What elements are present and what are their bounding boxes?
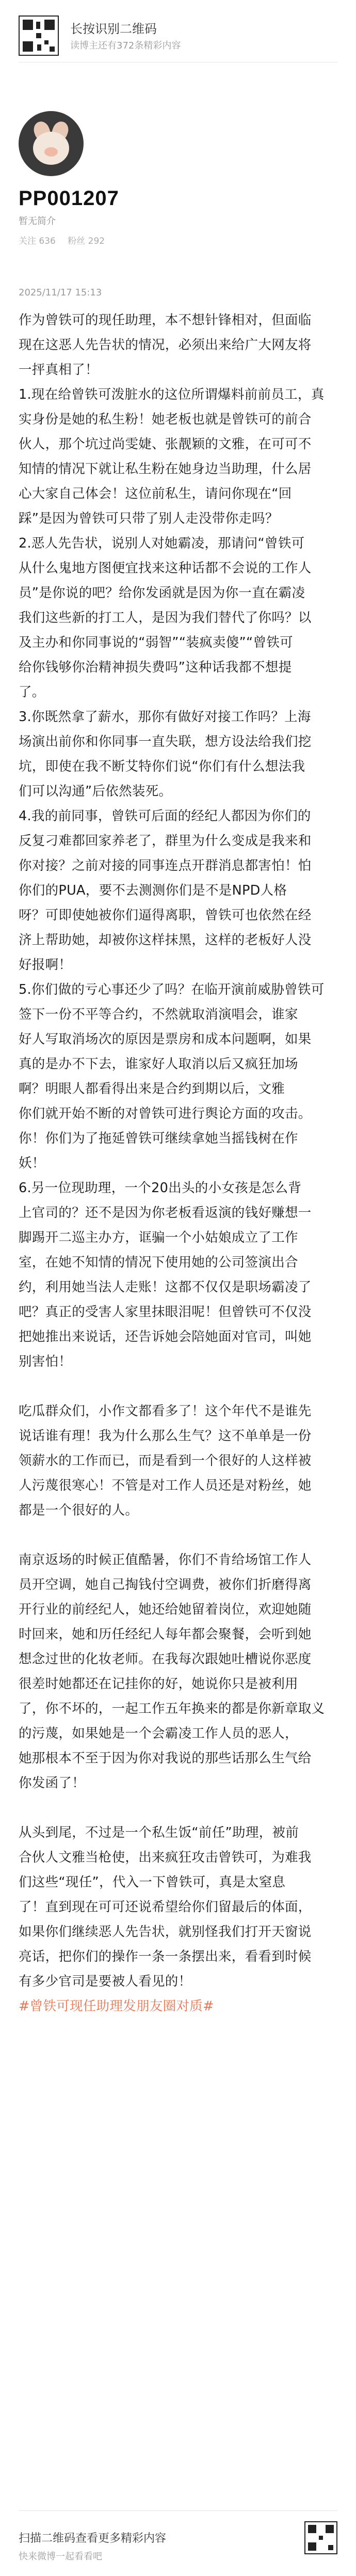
post-text-line: 你发函了！	[19, 1775, 86, 1791]
paragraph-gap	[19, 1374, 337, 1399]
post-text-line: 时回来，她和历任经纪人每年都会聚餐，会听到她	[19, 1627, 312, 1642]
post-text-line: 伙人，那个坑过尚雯婕、张靓颖的文雅，在可可不	[19, 436, 312, 452]
post-text-line: 亮话，把你们的操作一条一条摆出来，看看到时候	[19, 1949, 312, 1964]
post-text-line: 现在这恶人先告状的情况，必须出来给广大网友将	[19, 337, 312, 353]
username[interactable]: PP001207	[19, 187, 119, 210]
post-text-line: 吧？真正的受害人家里抹眼泪呢！但曾铁可不仅没	[19, 1304, 312, 1320]
qr-banner[interactable]	[19, 15, 337, 63]
post-text-line: 4.我的前同事，曾铁可后面的经纪人都因为你们的	[19, 808, 311, 824]
post-text-line: 有多少官司是要被人看见的！	[19, 1974, 192, 1989]
post-text-line: 了！直到现在可可还说希望给你们留最后的体面，	[19, 1899, 312, 1915]
post-text-line: 知情的情况下就让私生粉在她身边当助理，什么居	[19, 461, 312, 477]
post-text-line: 领薪水的工作而已，而是看到一个很好的人这样被	[19, 1453, 312, 1469]
post-text-line: 人污蔑很寒心！不管是对工作人员还是对粉丝，她	[19, 1478, 312, 1493]
post-text-line: 反复刁难都回家养老了，群里为什么变成是我来和	[19, 833, 312, 849]
following-count: 关注 636	[19, 236, 56, 246]
post-text-line: 5.你们做的亏心事还少了吗？在临开演前威胁曾铁可	[19, 982, 325, 997]
post-text-line: 了。	[19, 684, 45, 700]
post-text-line: 合伙人文雅当枪使，出来疯狂攻击曾铁可，为难我	[19, 1850, 312, 1865]
post-text-line: 们这些“现任”，代入一下曾铁可，真是太窒息	[19, 1875, 286, 1890]
post-text-line: 把她推出来说话，还告诉她会陪她面对官司，叫她	[19, 1329, 312, 1345]
post-text-line: 3.你既然拿了薪水，那你有做好对接工作吗？上海	[19, 709, 311, 725]
post-text-line: 6.另一位现助理，一个20出头的小女孩是怎么背	[19, 1180, 302, 1196]
post-text-line: 心大家自己体会！这位前私生，请问你现在“回	[19, 486, 292, 502]
post-text-line: 员”是你说的吧？给你发函就是因为你一直在霸凌	[19, 585, 305, 601]
post-text-line: 她那根本不至于因为你对我说的那些话那么生气给	[19, 1751, 312, 1766]
post-text-line: 你们的PUA，要不去测测你们是不是NPD人格	[19, 883, 287, 898]
avatar[interactable]	[19, 111, 84, 176]
post-text-line: 作为曾铁可的现任助理，本不想针锋相对，但面临	[19, 313, 312, 328]
post-text-line: 都是一个很好的人。	[19, 1503, 139, 1518]
post-text-line: 从什么鬼地方图便宜找来这种话都不会说的工作人	[19, 560, 312, 576]
post-text-line: 妖！	[19, 1156, 45, 1171]
post-text-line: 你对接？之前对接的同事连点开群消息都害怕！怕	[19, 858, 312, 873]
profile-bio: 暂无简介	[19, 216, 56, 227]
post-text-line: 啊？明眼人都看得出来是合约到期以后，文雅	[19, 1081, 285, 1097]
post-text-line: 实身份是她的私生粉！她老板也就是曾铁可的前合	[19, 412, 312, 427]
post-text-line: 说话谁有理！我为什么那么生气？这不单单是一份	[19, 1428, 312, 1444]
post-text-line: 员开空调，她自己掏钱付空调费，被你们折磨得离	[19, 1577, 312, 1593]
post-text-line: 好报啊！	[19, 957, 72, 973]
post-text-line: 们可以沟通”后依然装死。	[19, 784, 172, 799]
post-text-line: 一抨真相了！	[19, 362, 99, 378]
post-text-line: 场演出前你和你同事一直失联，想方设法给我们挖	[19, 734, 312, 750]
post-text-line: 室，在她不知情的情况下使用她的公司签演出合	[19, 1255, 298, 1270]
post-text-line: 踩”是因为曾铁可只带了别人走没带你走吗？	[19, 511, 279, 526]
post-text-line: 真的是办不下去，谁家好人取消以后又疯狂加场	[19, 1056, 298, 1072]
followers-count: 粉丝 292	[68, 236, 105, 246]
qr-subtitle: 读博主还有372条精彩内容	[70, 40, 181, 51]
post-text-line: 脚踢开二巡主办方，诓骗一个小姑娘成立了工作	[19, 1230, 298, 1245]
qr-code-icon[interactable]	[304, 2521, 337, 2554]
post-text-line: 我们这些新的打工人，是因为我们替代了你吗？以	[19, 610, 312, 626]
post-text-line: 好人写取消场次的原因是票房和成本问题啊，如果	[19, 1032, 312, 1047]
post-text-line: 及主办和你同事说的“弱智”“装疯卖傻”“曾铁可	[19, 635, 293, 650]
paragraph-gap	[19, 1523, 337, 1548]
post-text-line: 的污蔑，如果她是一个会霸凌工作人员的恶人，	[19, 1726, 298, 1741]
post-text-line: 别害怕！	[19, 1354, 72, 1369]
post-text-line: 上官司的？还不是因为你老板看返演的钱好赚想一	[19, 1205, 312, 1221]
post-text-line: 了，你不坏的，一起工作五年换来的都是你新章取义	[19, 1701, 325, 1716]
post-text-line: 很差时她都还在记挂你的好，她说你只是被利用	[19, 1676, 298, 1692]
post-text-line: 1.现在给曾铁可泼脏水的这位所谓爆料前前员工，真	[19, 387, 325, 402]
post-text-line: 约，利用她当法人走账！这都不仅仅是职场霸凌了	[19, 1279, 312, 1295]
post-text-line: 南京返场的时候正值酷暑，你们不肯给场馆工作人	[19, 1552, 312, 1568]
post-text-line: 2.恶人先告状，说别人对她霸凌，那请问“曾铁可	[19, 536, 305, 551]
post-text-line: 想念过世的化妆老师。在我每次跟她吐槽说你恶度	[19, 1651, 312, 1667]
post-text-line: 吃瓜群众们，小作文都看多了！这个年代不是谁先	[19, 1403, 312, 1419]
post-text-line: 济上帮助她，却被你这样抹黑，这样的老板好人没	[19, 932, 312, 948]
post-text-line: 坑，即使在我不断艾特你们说“你们有什么想法我	[19, 759, 305, 774]
profile-stats	[19, 233, 114, 246]
footer-subtitle: 快来微博一起看看吧	[19, 2551, 102, 2562]
post-text-line: 呀？可即使她被你们逼得离职，曾铁可也依然在经	[19, 908, 312, 923]
qr-title: 长按识别二维码	[70, 22, 157, 36]
post-text-line: 签下一份不平等合约，不然就取消演唱会，谁家	[19, 1007, 298, 1022]
post-text-line: 如果你们继续恶人先告状，就别怪我们打开天窗说	[19, 1924, 312, 1940]
footer-title: 扫描二维码查看更多精彩内容	[19, 2532, 167, 2545]
post-body	[19, 308, 337, 2019]
post-date: 2025/11/17 15:13	[19, 287, 102, 298]
post-text-line: 给你钱够你治精神损失费吗”这种话我都不想提	[19, 660, 292, 675]
post-text-line: 你！你们为了拖延曾铁可继续拿她当摇钱树在作	[19, 1131, 298, 1146]
post-text-line: 从头到尾，不过是一个私生饭“前任”助理，被前	[19, 1825, 299, 1840]
footer-banner[interactable]	[19, 2510, 337, 2568]
hashtag-link[interactable]: #曾铁可现任助理发朋友圈对质#	[19, 1999, 214, 2014]
qr-code-icon[interactable]	[19, 15, 59, 56]
paragraph-gap	[19, 1796, 337, 1820]
post-text-line: 开行业的前经纪人，她还给她留着岗位，欢迎她随	[19, 1602, 312, 1617]
post-text-line: 你们就开始不断的对曾铁可进行舆论方面的攻击。	[19, 1106, 312, 1121]
